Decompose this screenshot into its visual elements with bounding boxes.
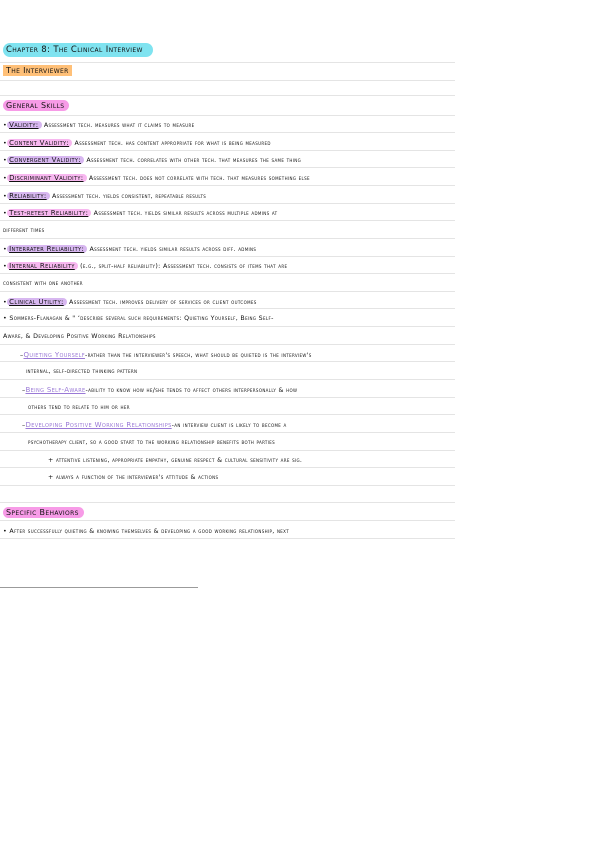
plus-item-text: + always a function of the interviewer's attitude & actions xyxy=(48,474,219,481)
subtitle-line xyxy=(3,66,72,77)
definition-line xyxy=(3,244,256,255)
ruled-line xyxy=(0,485,455,486)
definition-text: Assessment tech. measures what it claims to measure xyxy=(41,122,195,129)
ruled-line xyxy=(0,308,455,309)
bullet: • xyxy=(3,246,8,253)
ruled-line xyxy=(0,414,455,415)
ruled-line xyxy=(0,62,455,63)
sub-item-continuation xyxy=(28,403,130,413)
bullet: • xyxy=(3,157,8,164)
definition-text: Assessment tech. does not correlate with tech. that measures something else xyxy=(86,175,310,182)
definition-line xyxy=(3,261,287,272)
sub-item-continuation xyxy=(26,367,137,377)
term-discriminant-validity: Discriminant Validity: xyxy=(7,174,86,182)
plus-item xyxy=(48,473,218,483)
ruled-line xyxy=(0,450,455,451)
ruled-line xyxy=(0,220,455,221)
bullet: • xyxy=(3,140,8,147)
specific-text: • After successfully quieting & knowing themselves & developing a good working relationship, next xyxy=(3,528,289,535)
specific-behaviors-heading-line xyxy=(3,508,84,519)
general-skills-heading: General Skills xyxy=(3,100,69,111)
ruled-line xyxy=(0,150,455,151)
term-convergent-validity: Convergent Validity: xyxy=(7,156,84,164)
ruled-line xyxy=(0,95,455,96)
definition-continuation xyxy=(3,279,83,289)
ruled-line xyxy=(0,185,455,186)
sub-item-line xyxy=(20,350,312,361)
ruled-line xyxy=(0,432,455,433)
bullet: • xyxy=(3,263,8,270)
definition-text: Assessment tech. yields consistent, repeatable results xyxy=(49,193,207,200)
definition-line xyxy=(3,138,271,149)
sommers-text: Aware, & Developing Positive Working Relationships xyxy=(3,333,156,340)
footer-divider xyxy=(0,587,198,588)
specific-behaviors-heading: Specific Behaviors xyxy=(3,507,84,518)
dash: – xyxy=(20,352,24,359)
definition-line xyxy=(3,173,310,184)
subterm-being-self-aware: Being Self-Aware xyxy=(25,386,86,394)
term-content-validity: Content Validity: xyxy=(7,139,72,147)
dash: – xyxy=(22,422,26,429)
definition-text: Assessment tech. correlates with other tech. that measures the same thing xyxy=(84,157,302,164)
bullet: • xyxy=(3,299,8,306)
ruled-line xyxy=(0,326,455,327)
bullet: • xyxy=(3,175,8,182)
term-test-retest-reliability: Test-retest Reliability: xyxy=(7,209,91,217)
subterm-developing-positive-working-relationships: Developing Positive Working Relationships xyxy=(25,421,172,429)
term-interrater-reliability: Interrater Reliability: xyxy=(7,245,87,253)
chapter-title: Chapter 8: The Clinical Interview xyxy=(3,43,153,57)
definition-text: (e.g., split-half reliability): Assessment tech. consists of items that are xyxy=(77,263,288,270)
definition-text: different times xyxy=(3,227,45,234)
sub-item-text: internal, self-directed thinking pattern xyxy=(26,368,138,375)
definition-line xyxy=(3,191,206,202)
chapter-title-line xyxy=(3,45,153,56)
ruled-line xyxy=(0,467,455,468)
sommers-text: • Sommers-Flanagan & " ‘describe several such requirements: Quieting Yourself, Being Self- xyxy=(3,315,274,322)
term-clinical-utility: Clinical Utility: xyxy=(7,298,67,306)
subterm-quieting-yourself: Quieting Yourself xyxy=(23,351,85,359)
sub-item-continuation xyxy=(28,438,275,448)
plus-item xyxy=(48,456,302,466)
ruled-line xyxy=(0,167,455,168)
definition-text: Assessment tech. yields similar results across multiple admins at xyxy=(91,210,278,217)
bullet: • xyxy=(3,193,8,200)
sub-item-text: others tend to relate to him or her xyxy=(28,404,130,411)
specific-line xyxy=(3,527,289,537)
ruled-line xyxy=(0,238,455,239)
definition-line xyxy=(3,155,301,166)
ruled-line xyxy=(0,273,455,274)
definition-line xyxy=(3,120,194,131)
bullet: • xyxy=(3,210,8,217)
definition-text: consistent with one another xyxy=(3,280,83,287)
ruled-line xyxy=(0,256,455,257)
term-internal-reliability: Internal Reliability xyxy=(7,262,78,270)
dash: – xyxy=(22,387,26,394)
ruled-line xyxy=(0,203,455,204)
ruled-line xyxy=(0,538,455,539)
ruled-line xyxy=(0,361,455,362)
subtitle: The Interviewer xyxy=(3,65,72,76)
sub-item-text: -ability to know how he/she tends to affect others interpersonally & how xyxy=(85,387,298,394)
sub-item-line xyxy=(22,385,297,396)
general-skills-heading-line xyxy=(3,101,69,112)
sub-item-text: psychotherapy client, so a good start to the working relationship benefits both parties xyxy=(28,439,275,446)
sommers-line xyxy=(3,314,274,324)
definition-continuation xyxy=(3,226,45,236)
sub-item-line xyxy=(22,420,287,431)
plus-item-text: + attentive listening, appropriate empathy, genuine respect & cultural sensitivity are sig. xyxy=(48,457,303,464)
term-reliability: Reliability: xyxy=(7,192,50,200)
ruled-line xyxy=(0,397,455,398)
sub-item-text: -an interview client is likely to become a xyxy=(171,422,287,429)
sommers-line xyxy=(3,332,156,342)
definition-line xyxy=(3,297,257,308)
ruled-line xyxy=(0,132,455,133)
sub-item-text: -rather than the interviewer's speech, what should be quieted is the interview's xyxy=(84,352,312,359)
ruled-line xyxy=(0,520,455,521)
ruled-line xyxy=(0,379,455,380)
bullet: • xyxy=(3,122,8,129)
ruled-line xyxy=(0,291,455,292)
definition-text: Assessment tech. has content appropriate for what is being measured xyxy=(72,140,271,147)
ruled-line xyxy=(0,344,455,345)
definition-text: Assessment tech. yields similar results across diff. admins xyxy=(87,246,257,253)
definition-text: Assessment tech. improves delivery of services or client outcomes xyxy=(66,299,257,306)
ruled-line xyxy=(0,80,455,81)
ruled-line xyxy=(0,115,455,116)
term-validity: Validity: xyxy=(7,121,41,129)
definition-line xyxy=(3,208,277,219)
ruled-line xyxy=(0,502,455,503)
